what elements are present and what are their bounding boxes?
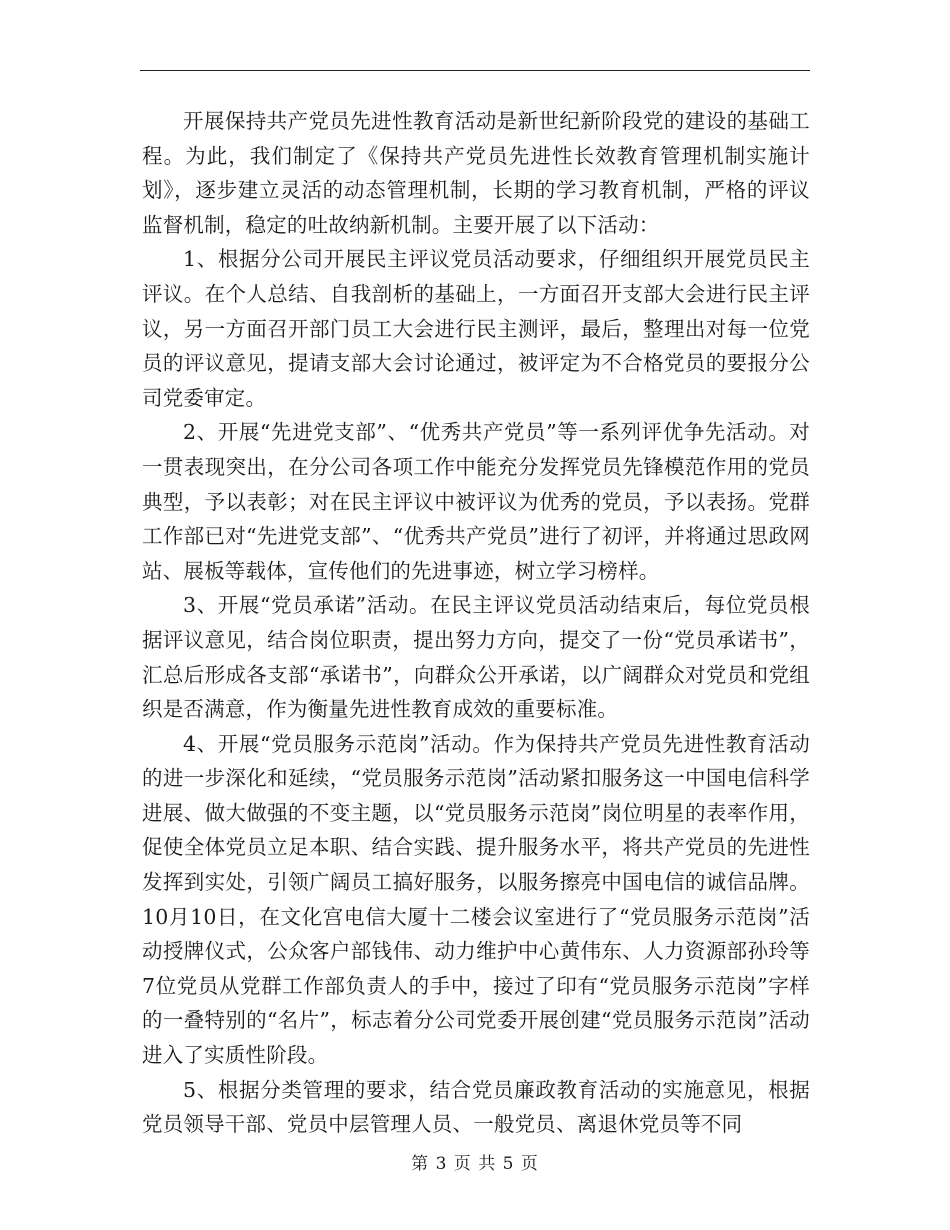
header-rule: [140, 70, 810, 71]
paragraph-item-4: 4、开展“党员服务示范岗”活动。作为保持共产党员先进性教育活动的进一步深化和延续，“党员服务示范岗”活动紧扣服务这一中国电信科学进展、做大做强的不变主题，以“党员服务示范岗”岗位明星的表率作用，促使全体党员立足本职、结合实践、提升服务水平，将共产党员的先进性发挥到实处，引领广阔员工搞好服务，以服务擦亮中国电信的诚信品牌。10月10日，在文化宫电信大厦十二楼会议室进行了“党员服务示范岗”活动授牌仪式，公众客户部钱伟、动力维护中心黄伟东、人力资源部孙玲等7位党员从党群工作部负责人的手中，接过了印有“党员服务示范岗”字样的一叠特别的“名片”，标志着分公司党委开展创建“党员服务示范岗”活动进入了实质性阶段。: [142, 731, 810, 1068]
paragraph-item-2: 2、开展“先进党支部”、“优秀共产党员”等一系列评优争先活动。对一贯表现突出，在分公司各项工作中能充分发挥党员先锋模范作用的党员典型，予以表彰；对在民主评议中被评议为优秀的党员，予以表扬。党群工作部已对“先进党支部”、“优秀共产党员”进行了初评，并将通过思政网站、展板等载体，宣传他们的先进事迹，树立学习榜样。: [142, 420, 810, 583]
paragraph-item-3: 3、开展“党员承诺”活动。在民主评议党员活动结束后，每位党员根据评议意见，结合岗位职责，提出努力方向，提交了一份“党员承诺书”，汇总后形成各支部“承诺书”，向群众公开承诺，以广阔群众对党员和党组织是否满意，作为衡量先进性教育成效的重要标准。: [142, 593, 810, 722]
paragraph-item-5: 5、根据分类管理的要求，结合党员廉政教育活动的实施意见，根据党员领导干部、党员中层管理人员、一般党员、离退休党员等不同: [142, 1077, 810, 1137]
page-number: 第 3 页 共 5 页: [411, 1154, 539, 1174]
paragraph-item-1: 1、根据分公司开展民主评议党员活动要求，仔细组织开展党员民主评议。在个人总结、自我剖析的基础上，一方面召开支部大会进行民主评议，另一方面召开部门员工大会进行民主测评，最后，整理出对每一位党员的评议意见，提请支部大会讨论通过，被评定为不合格党员的要报分公司党委审定。: [142, 247, 810, 410]
paragraph-intro: 开展保持共产党员先进性教育活动是新世纪新阶段党的建设的基础工程。为此，我们制定了《保持共产党员先进性长效教育管理机制实施计划》，逐步建立灵活的动态管理机制，长期的学习教育机制，严格的评议监督机制，稳定的吐故纳新机制。主要开展了以下活动：: [142, 109, 810, 237]
document-body: [142, 104, 810, 1142]
